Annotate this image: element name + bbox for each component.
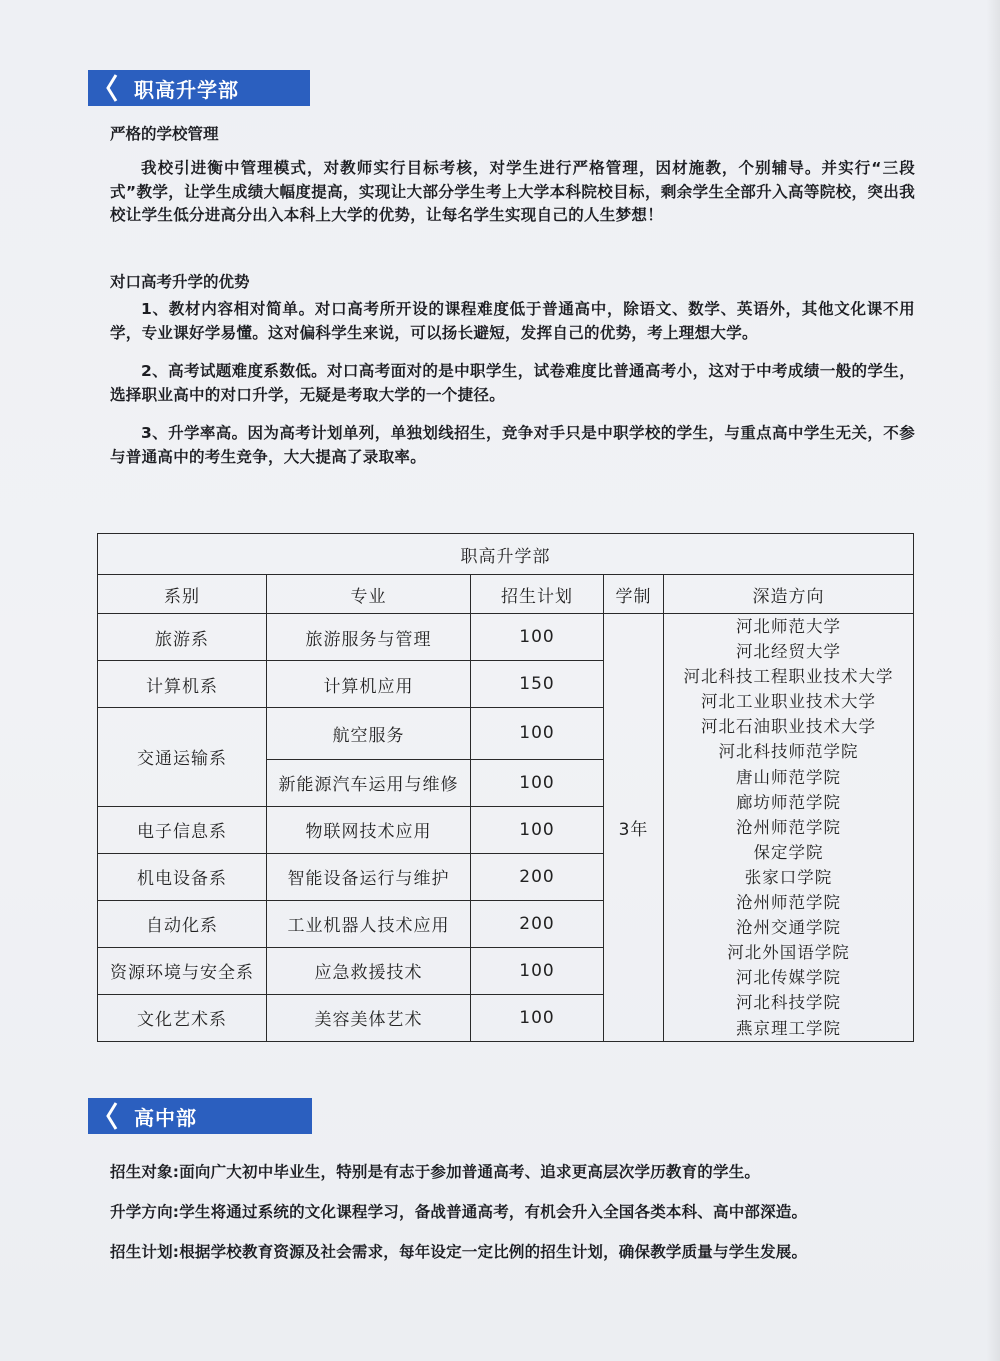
major-cell: 航空服务 [267,708,471,760]
destinations-cell [664,614,914,1042]
destination-item: 河北师范大学 [736,617,842,636]
plan-cell: 100 [471,614,604,661]
highschool-line: 招生计划:根据学校教育资源及社会需求，每年设定一定比例的招生计划，确保教学质量与学生发展。 [110,1243,808,1261]
plan-cell: 150 [471,661,604,708]
highschool-section [110,1160,940,1262]
column-header-duration: 学制 [604,575,664,614]
destination-item: 沧州师范学院 [736,817,842,837]
major-cell: 物联网技术应用 [267,806,471,853]
section-header-title: 职高升学部 [134,77,239,102]
plan-cell: 100 [471,806,604,853]
plan-cell: 100 [471,994,604,1041]
column-header-major: 专业 [267,575,471,614]
destination-item: 河北石油职业技术大学 [701,717,877,737]
advantage-item: 1、教材内容相对简单。对口高考所开设的课程难度低于普通高中，除语文、数学、英语外，其他文化课不用学，专业课好学易懂。这对偏科学生来说，可以扬长避短，发挥自己的优势，考上理想大学。 [110,300,915,342]
major-cell: 旅游服务与管理 [267,614,471,661]
destination-item: 河北科技工程职业技术大学 [683,667,894,687]
management-section [110,122,915,228]
destination-item: 河北科技师范学院 [718,742,859,762]
major-cell: 计算机应用 [267,661,471,708]
destination-item: 河北科技学院 [736,993,842,1013]
advantage-item: 3、升学率高。因为高考计划单列，单独划线招生，竞争对手只是中职学校的学生，与重点高中学生无关，不参与普通高中的考生竞争，大大提高了录取率。 [110,424,915,466]
dept-cell: 旅游系 [98,614,267,661]
destination-item: 保定学院 [753,842,824,862]
plan-cell: 100 [471,759,604,806]
destination-item: 河北工业职业技术大学 [701,692,877,712]
destination-item: 沧州交通学院 [736,918,842,938]
section-header-vocational [88,70,310,106]
column-header-dept: 系别 [98,575,267,614]
destination-item: 河北传媒学院 [736,968,842,988]
plan-cell: 100 [471,708,604,760]
destination-item: 唐山师范学院 [736,767,842,787]
dept-cell: 交通运输系 [98,708,267,807]
advantage-item: 2、高考试题难度系数低。对口高考面对的是中职学生，试卷难度比普通高考小，这对于中考成绩一般的学生，选择职业高中的对口升学，无疑是考取大学的一个捷径。 [110,362,915,404]
dept-cell: 机电设备系 [98,853,267,900]
column-header-destination: 深造方向 [664,575,914,614]
highschool-line: 招生对象:面向广大初中毕业生，特别是有志于参加普通高考、追求更高层次学历教育的学生。 [110,1163,761,1181]
destination-item: 廊坊师范学院 [736,792,842,812]
major-cell: 智能设备运行与维护 [267,853,471,900]
table-caption: 职高升学部 [98,534,914,575]
dept-cell: 电子信息系 [98,806,267,853]
plan-cell: 100 [471,947,604,994]
chevron-left-icon [88,70,134,106]
plan-cell: 200 [471,900,604,947]
major-cell: 新能源汽车运用与维修 [267,759,471,806]
destination-item: 沧州师范学院 [736,893,842,913]
paragraph-management: 我校引进衡中管理模式，对教师实行目标考核，对学生进行严格管理，因材施教，个别辅导。并实行“三段式”教学，让学生成绩大幅度提高，实现让大部分学生考上大学本科院校目标，剩余学生全部升入高等院校，突出我校让学生低分进高分出入本科上大学的优势，让每名学生实现自己的人生梦想！ [110,159,915,224]
destination-item: 河北外国语学院 [727,943,850,963]
section-header-title: 高中部 [134,1105,197,1130]
subtitle-advantages: 对口高考升学的优势 [110,273,250,291]
section-header-highschool [88,1098,312,1134]
advantages-section [110,270,915,469]
chevron-left-icon [88,1098,134,1134]
page-edge-shadow [986,0,1000,1361]
dept-cell: 资源环境与安全系 [98,947,267,994]
major-cell: 工业机器人技术应用 [267,900,471,947]
destination-item: 河北经贸大学 [736,642,842,662]
destination-item: 燕京理工学院 [736,1018,842,1038]
subtitle-management: 严格的学校管理 [110,125,219,143]
duration-cell: 3年 [604,614,664,1042]
column-header-plan: 招生计划 [471,575,604,614]
dept-cell: 计算机系 [98,661,267,708]
highschool-line: 升学方向:学生将通过系统的文化课程学习，备战普通高考，有机会升入全国各类本科、高中部深造。 [110,1203,808,1221]
destination-item: 张家口学院 [744,867,833,887]
major-cell: 应急救援技术 [267,947,471,994]
enrollment-table [97,533,914,1042]
table-row [98,614,914,661]
dept-cell: 文化艺术系 [98,994,267,1041]
plan-cell: 200 [471,853,604,900]
dept-cell: 自动化系 [98,900,267,947]
major-cell: 美容美体艺术 [267,994,471,1041]
